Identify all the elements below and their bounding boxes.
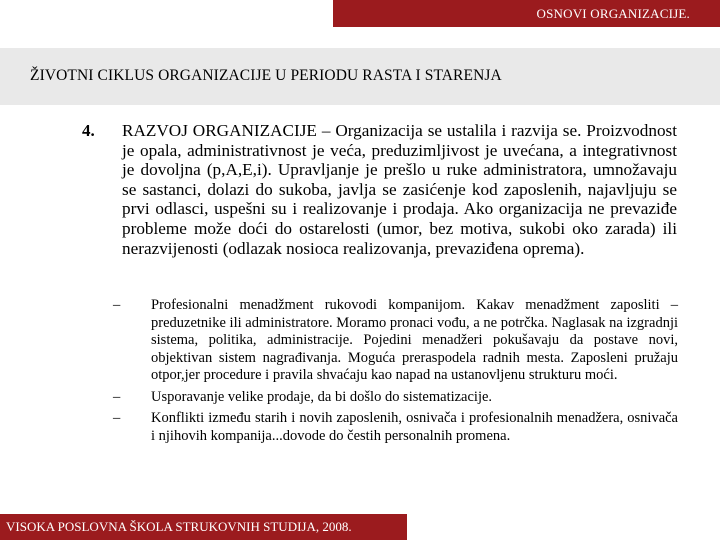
slide-title: ŽIVOTNI CIKLUS ORGANIZACIJE U PERIODU RASTA I STARENJA — [30, 67, 502, 84]
sub-point — [113, 389, 678, 407]
item-lead: RAZVOJ ORGANIZACIJE — [122, 121, 317, 140]
header-bar — [333, 0, 720, 27]
footer-bar — [0, 514, 407, 540]
item-text: – Organizacija se ustalila i razvija se. Proizvodnost je opala, administrativnost je veća, preduzimljivost je uvećana, a integrativnost je dovoljna (p,A,E,i). Upravljanje je prešlo u ruke administratora, umnožavaju se sastanci, dolazi do sukoba, javlja se zasićenje kod zaposlenih, najavljuju se prvi odlasci, uspešni su i realizovanje i prodaja. Ako organizacija ne prevaziđe probleme može doći do ostarelosti (umor, bez motiva, sukobi oko zarada) ili nerazvijenosti (odlazak nosioca realizovanja, prevaziđena oprema). — [122, 121, 678, 258]
title-band — [0, 48, 720, 105]
item-number: 4. — [82, 121, 95, 140]
footer-institution: VISOKA POSLOVNA ŠKOLA STRUKOVNIH STUDIJA, 2008. — [6, 519, 352, 534]
sub-point-text: Profesionalni menadžment rukovodi kompanijom. Kakav menadžment zaposliti – preduzetnike ili administratore. Moramo pronaci vođu, a ne potrčka. Naglasak na izgradnji sistema, politika, administracije. Pojedini menadžeri pokušavaju da postave novi, objektivan sistem nagrađivanja. Moguća preraspodela radnih mesta. Zaposleni pružaju otpor,jer procedure i pravila shvaćaju kao napad na ustanovljenu strukturu moći. — [151, 297, 678, 383]
dash-bullet: – — [113, 388, 121, 405]
sub-point — [113, 297, 678, 385]
dash-bullet: – — [113, 410, 121, 426]
sub-point-list — [113, 297, 678, 445]
section-label: OSNOVI ORGANIZACIJE. — [536, 5, 690, 21]
sub-point-text: Usporavanje velike prodaje, da bi došlo do sistematizacije. — [151, 388, 493, 405]
item-paragraph — [122, 121, 677, 258]
sub-point-text: Konflikti između starih i novih zaposlenih, osnivača i profesionalnih menadžera, osnivača i njihovih kompanija...dovode do čestih personalnih promena. — [151, 410, 678, 444]
sub-point — [113, 410, 678, 445]
dash-bullet: – — [113, 297, 121, 313]
